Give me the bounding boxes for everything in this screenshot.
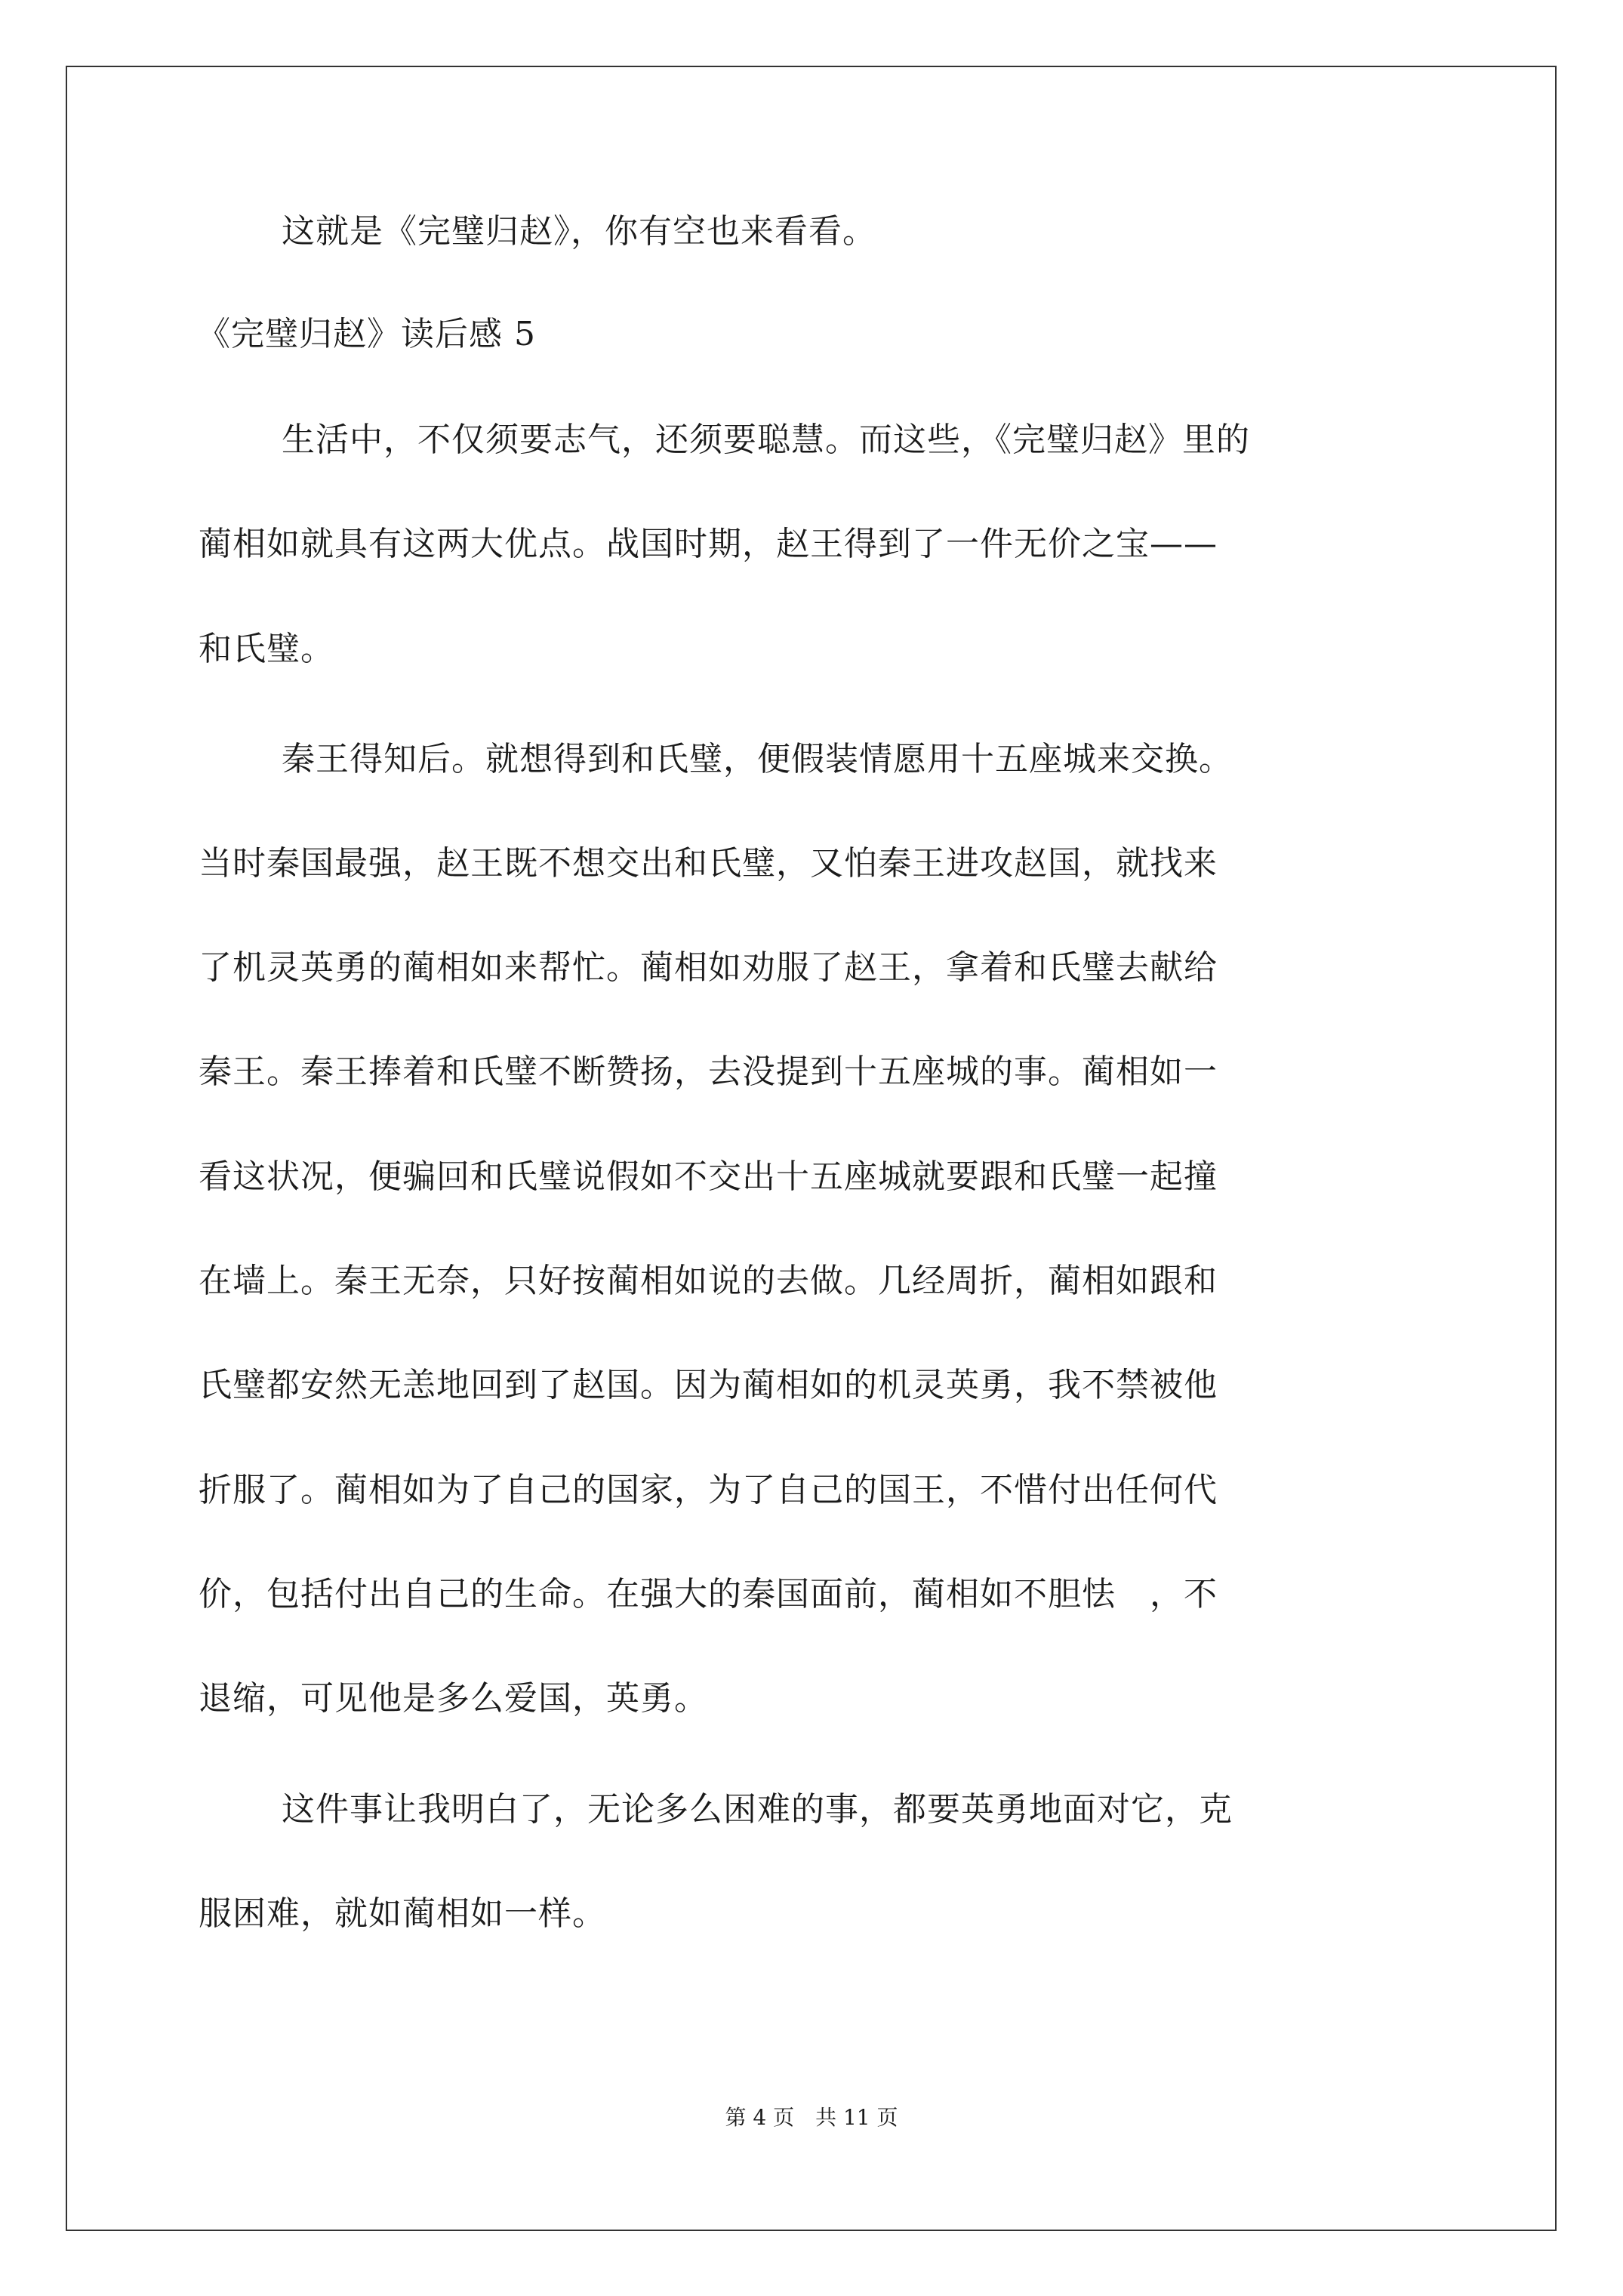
paragraph-line: 生活中，不仅须要志气，还须要聪慧。而这些，《完璧归赵》里的: [282, 421, 1250, 459]
paragraph-line: 这件事让我明白了，无论多么困难的事，都要英勇地面对它，克: [282, 1790, 1233, 1829]
page-number-footer: 第 4 页 共 11 页: [725, 2105, 898, 2130]
paragraph-line: 蔺相如就具有这两大优点。战国时期，赵王得到了一件无价之宝——: [199, 525, 1218, 563]
paragraph-line: 了机灵英勇的蔺相如来帮忙。蔺相如劝服了赵王，拿着和氏璧去献给: [199, 948, 1218, 987]
paragraph-line: 秦王。秦王捧着和氏璧不断赞扬，去没提到十五座城的事。蔺相如一: [199, 1052, 1218, 1091]
paragraph-line: 价，包括付出自己的生命。在强大的秦国面前，蔺相如不胆怯 ，不: [199, 1575, 1218, 1613]
paragraph-line: 秦王得知后。就想得到和氏璧，便假装情愿用十五座城来交换。: [282, 740, 1233, 778]
section-heading: 《完璧归赵》读后感 5: [197, 315, 536, 353]
paragraph-line: 在墙上。秦王无奈，只好按蔺相如说的去做。几经周折，蔺相如跟和: [199, 1262, 1218, 1300]
paragraph-line: 氏璧都安然无恙地回到了赵国。因为蔺相如的机灵英勇，我不禁被他: [199, 1366, 1218, 1404]
paragraph-line: 服困难，就如蔺相如一样。: [199, 1894, 606, 1933]
paragraph-line: 看这状况，便骗回和氏璧说假如不交出十五座城就要跟和氏璧一起撞: [199, 1157, 1218, 1196]
paragraph-line: 退缩，可见他是多么爱国，英勇。: [199, 1679, 708, 1718]
paragraph-line: 这就是《完璧归赵》，你有空也来看看。: [282, 212, 876, 251]
paragraph-line: 和氏璧。: [199, 630, 334, 668]
paragraph-line: 折服了。蔺相如为了自己的国家，为了自己的国王，不惜付出任何代: [199, 1471, 1218, 1509]
paragraph-line: 当时秦国最强，赵王既不想交出和氏璧，又怕秦王进攻赵国，就找来: [199, 844, 1218, 883]
